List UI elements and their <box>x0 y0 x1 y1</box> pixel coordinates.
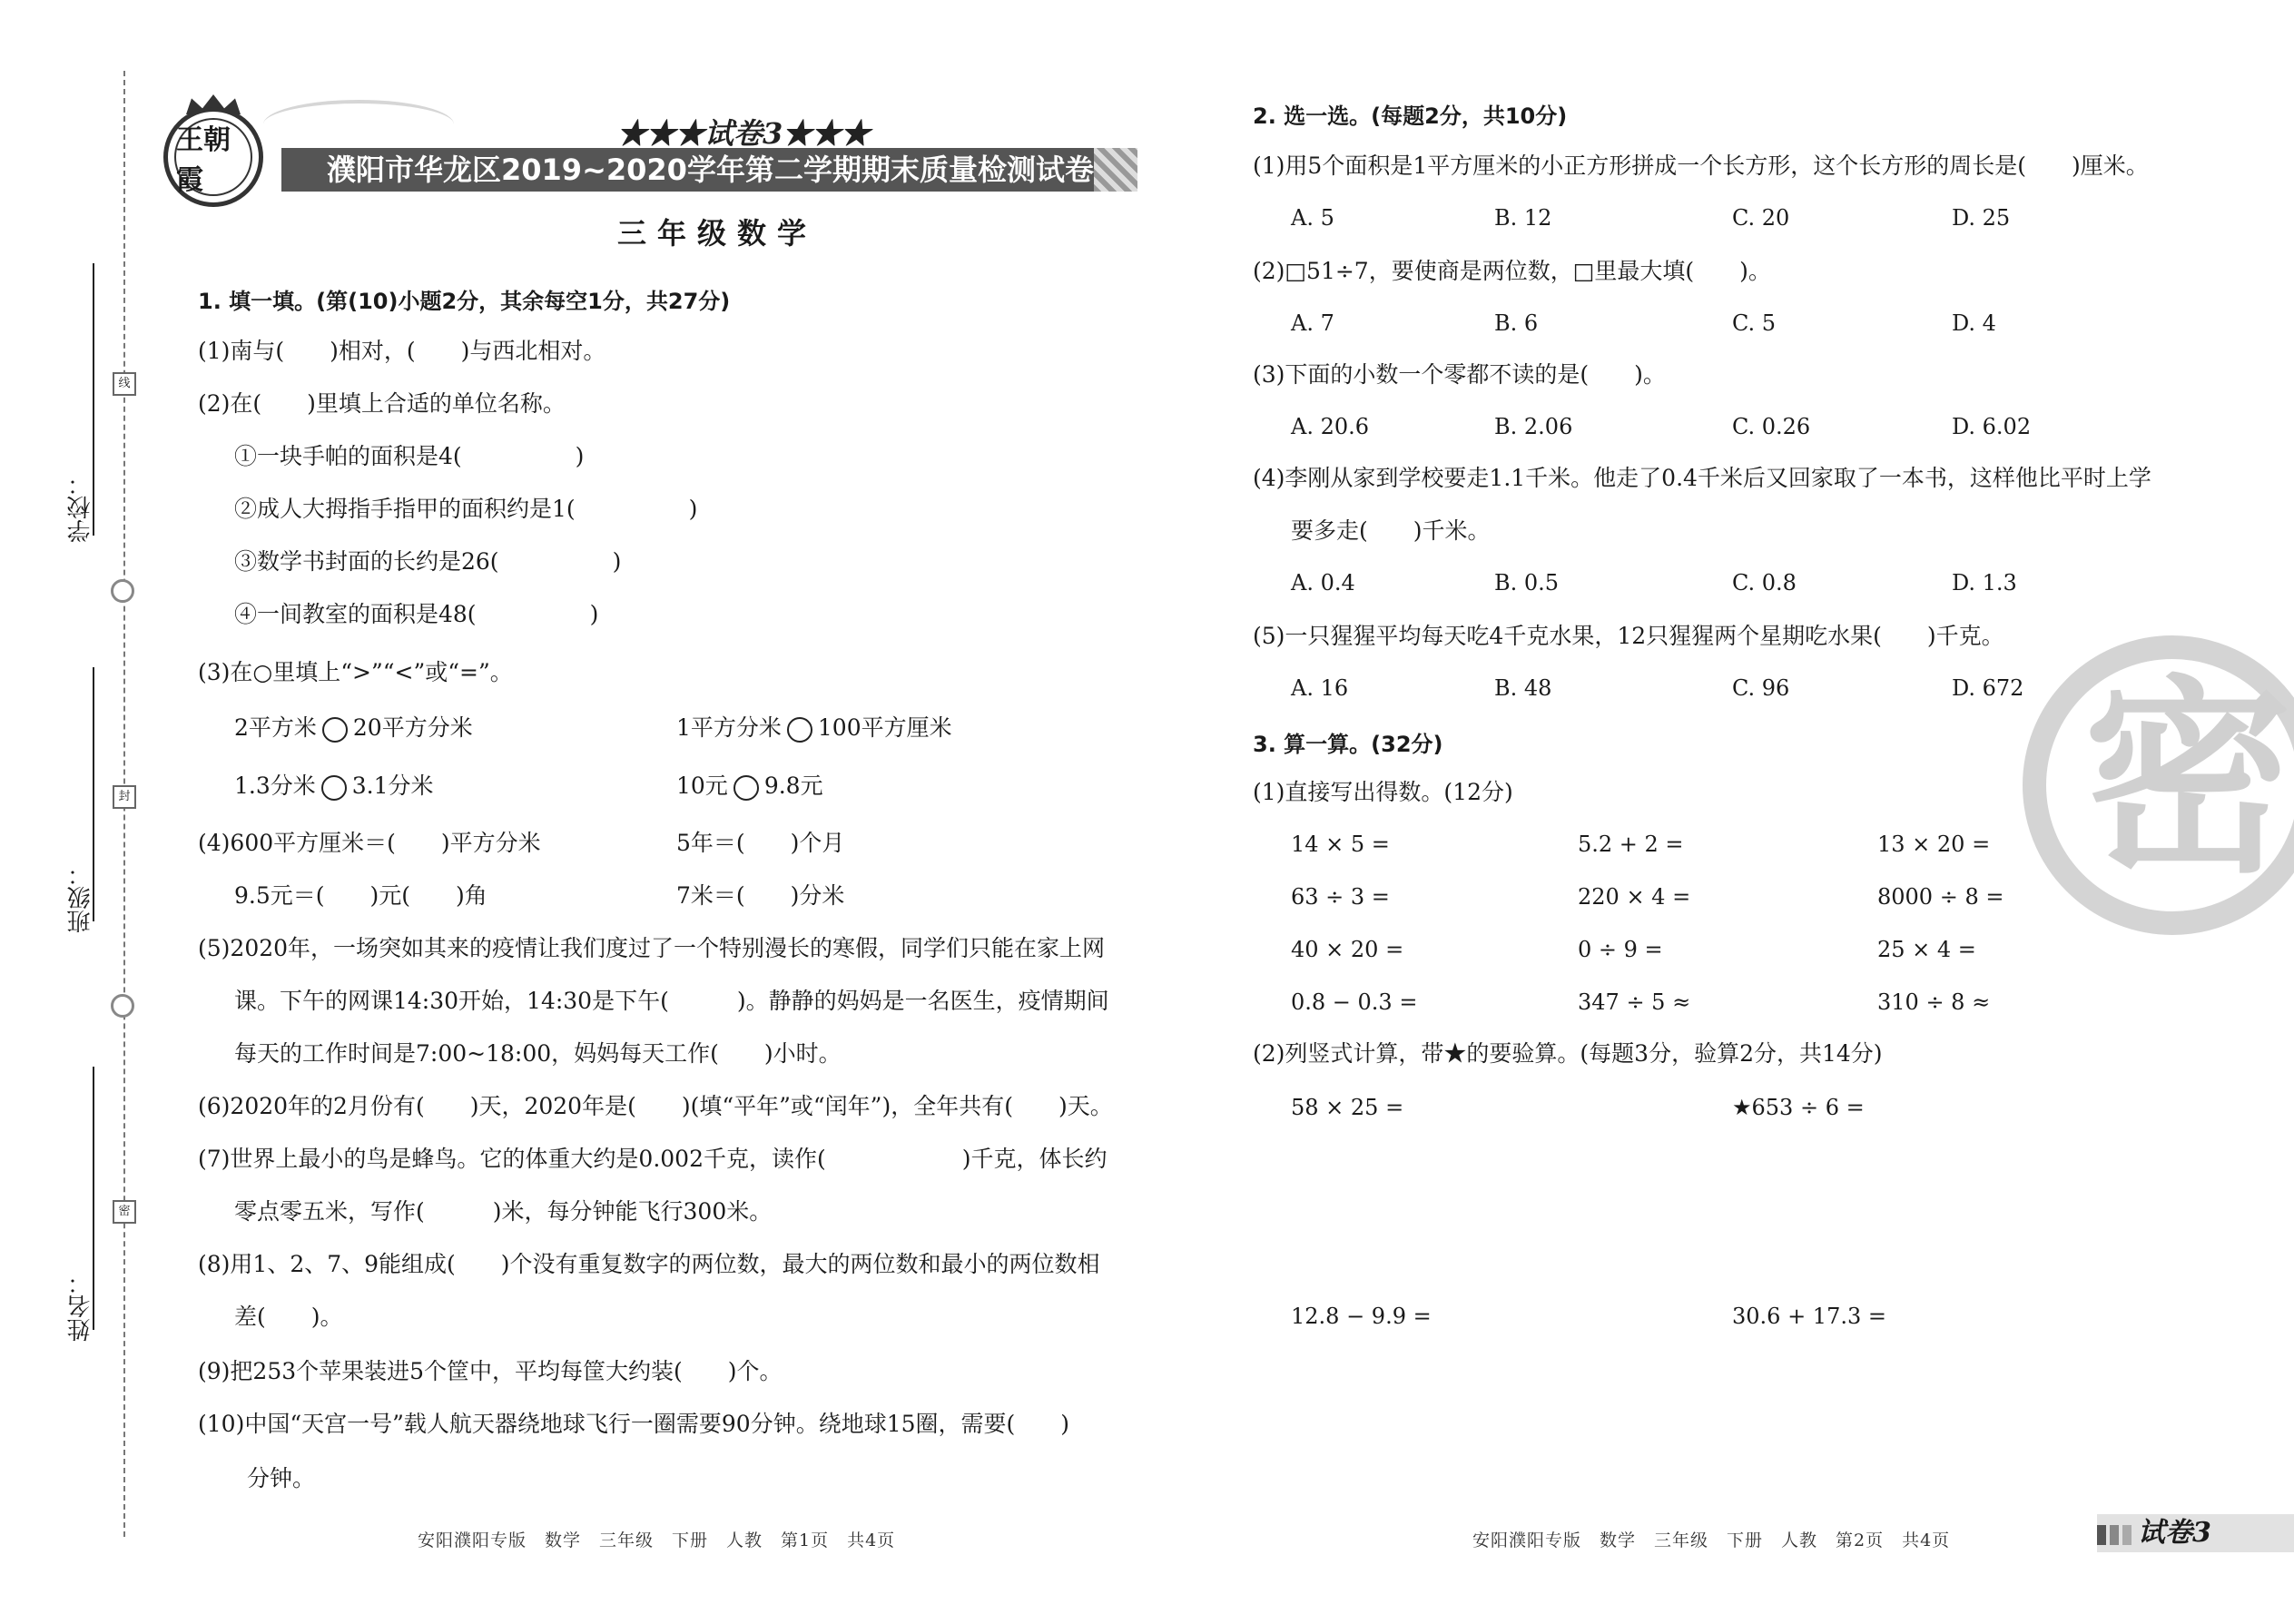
subject-title: 三年级数学 <box>617 216 818 251</box>
oral-calc: 13 × 20 = <box>1877 832 1991 857</box>
oral-calc: 310 ÷ 8 ≈ <box>1877 989 1991 1015</box>
s1-q5-line3: 每天的工作时间是7:00~18:00，妈妈每天工作( )小时。 <box>234 1040 842 1067</box>
s1-q3c <box>234 771 434 802</box>
s2-q4-opt-a[interactable]: A. 0.4 <box>1291 570 1355 595</box>
name-write-line <box>93 1067 94 1330</box>
binding-mark-secret: 密 <box>113 1200 136 1224</box>
s1-q2: (2)在( )里填上合适的单位名称。 <box>198 390 566 417</box>
oral-calc: 8000 ÷ 8 = <box>1877 884 2004 910</box>
s1-q4b: 5年＝( )个月 <box>676 830 845 856</box>
compare-right: 100平方厘米 <box>817 714 952 741</box>
s1-q4c: 9.5元＝( )元( )角 <box>234 882 487 909</box>
oral-calc: 0 ÷ 9 = <box>1578 937 1663 962</box>
seal-char: 密 <box>2082 659 2292 901</box>
s2-q3: (3)下面的小数一个零都不读的是( )。 <box>1253 361 1666 388</box>
compare-circle[interactable] <box>321 775 347 801</box>
s2-q1-opt-b[interactable]: B. 12 <box>1494 205 1552 231</box>
compare-right: 9.8元 <box>763 773 823 799</box>
compare-left: 2平方米 <box>234 714 317 741</box>
s2-q4-opt-d[interactable]: D. 1.3 <box>1952 570 2017 595</box>
binding-mark-line: 线 <box>113 372 136 396</box>
s3-part1-heading: (1)直接写出得数。(12分) <box>1253 779 1513 805</box>
s1-q4a: (4)600平方厘米＝( )平方分米 <box>198 830 541 856</box>
class-label: 班级： <box>67 862 94 933</box>
s2-q1-opt-c[interactable]: C. 20 <box>1732 205 1790 231</box>
s1-q5-line1: (5)2020年，一场突如其来的疫情让我们度过了一个特别漫长的寒假，同学们只能在家上网 <box>198 935 1106 961</box>
s2-q3-opt-b[interactable]: B. 2.06 <box>1494 414 1573 439</box>
s2-q5: (5)一只猩猩平均每天吃4千克水果，12只猩猩两个星期吃水果( )千克。 <box>1253 623 2004 649</box>
oral-calc: 347 ÷ 5 ≈ <box>1578 989 1691 1015</box>
s2-q2-opt-b[interactable]: B. 6 <box>1494 310 1539 336</box>
s2-q1-opt-d[interactable]: D. 25 <box>1952 205 2011 231</box>
compare-left: 1平方分米 <box>676 714 782 741</box>
oral-calc: 25 × 4 = <box>1877 937 1976 962</box>
school-label: 学校： <box>67 472 94 543</box>
s1-q2b: ②成人大拇指手指甲的面积约是1( ) <box>234 496 698 522</box>
s2-q4-opt-c[interactable]: C. 0.8 <box>1732 570 1797 595</box>
s1-q8-line1: (8)用1、2、7、9能组成( )个没有重复数字的两位数，最大的两位数和最小的两位数相 <box>198 1251 1100 1277</box>
compare-circle[interactable] <box>733 775 759 801</box>
s1-q7-line1: (7)世界上最小的鸟是蜂鸟。它的体重大约是0.002千克，读作( )千克，体长约 <box>198 1146 1108 1172</box>
paper-tag: ★★★试卷3★★★ <box>617 116 871 151</box>
vertical-calc: 12.8 − 9.9 = <box>1291 1304 1432 1329</box>
class-write-line <box>93 667 94 921</box>
s2-q3-opt-a[interactable]: A. 20.6 <box>1291 414 1370 439</box>
s1-q2a: ①一块手帕的面积是4( ) <box>234 443 585 469</box>
compare-right: 20平方分米 <box>352 714 473 741</box>
s2-q5-opt-c[interactable]: C. 96 <box>1732 675 1790 701</box>
exam-title: 濮阳市华龙区2019~2020学年第二学期期末质量检测试卷 <box>327 153 1094 187</box>
s1-q9: (9)把253个苹果装进5个筐中，平均每筐大约装( )个。 <box>198 1358 783 1384</box>
s1-q10-line1: (10)中国“天宫一号”载人航天器绕地球飞行一圈需要90分钟。绕地球15圈，需要( ) <box>198 1411 1070 1437</box>
binding-rosette-icon <box>111 994 134 1018</box>
section3-heading: 3. 算一算。(32分) <box>1253 732 1443 757</box>
s1-q3: (3)在○里填上“>”“<”或“=”。 <box>198 659 513 685</box>
s2-q4-line2: 要多走( )千米。 <box>1291 517 1491 544</box>
compare-circle[interactable] <box>322 717 348 743</box>
s2-q5-opt-b[interactable]: B. 48 <box>1494 675 1552 701</box>
s1-q7-line2: 零点零五米，写作( )米，每分钟能飞行300米。 <box>234 1198 773 1225</box>
s2-q2-opt-d[interactable]: D. 4 <box>1952 310 1996 336</box>
s2-q1: (1)用5个面积是1平方厘米的小正方形拼成一个长方形，这个长方形的周长是( )厘米。 <box>1253 153 2149 179</box>
binding-rosette-icon <box>111 579 134 603</box>
s2-q5-opt-a[interactable]: A. 16 <box>1291 675 1349 701</box>
footer-left: 安阳濮阳专版 数学 三年级 下册 人教 第1页 共4页 <box>418 1530 896 1550</box>
compare-left: 10元 <box>676 773 728 799</box>
oral-calc: 0.8 − 0.3 = <box>1291 989 1418 1015</box>
footer-right: 安阳濮阳专版 数学 三年级 下册 人教 第2页 共4页 <box>1472 1530 1951 1550</box>
school-write-line <box>93 263 94 536</box>
compare-circle[interactable] <box>787 717 812 743</box>
section2-heading: 2. 选一选。(每题2分，共10分) <box>1253 103 1568 129</box>
s1-q3d <box>676 771 823 802</box>
compare-left: 1.3分米 <box>234 773 316 799</box>
s3-part2-heading: (2)列竖式计算，带★的要验算。(每题3分，验算2分，共14分) <box>1253 1040 1883 1067</box>
brand-logo-text: 王朝霞 <box>174 118 252 196</box>
s1-q1: (1)南与( )相对，( )与西北相对。 <box>198 338 606 364</box>
oral-calc: 40 × 20 = <box>1291 937 1404 962</box>
s2-q4-opt-b[interactable]: B. 0.5 <box>1494 570 1560 595</box>
s1-q3b <box>676 713 952 743</box>
vertical-calc: 30.6 + 17.3 = <box>1732 1304 1886 1329</box>
title-band-pattern <box>1094 148 1137 192</box>
section1-heading: 1. 填一填。(第(10)小题2分，其余每空1分，共27分) <box>198 289 731 314</box>
s1-q8-line2: 差( )。 <box>234 1304 343 1330</box>
s2-q3-opt-d[interactable]: D. 6.02 <box>1952 414 2032 439</box>
oral-calc: 5.2 + 2 = <box>1578 832 1684 857</box>
oral-calc: 63 ÷ 3 = <box>1291 884 1390 910</box>
s1-q5-line2: 课。下午的网课14:30开始，14:30是下午( )。静静的妈妈是一名医生，疫情期间 <box>234 988 1109 1014</box>
s1-q10-line2: 分钟。 <box>247 1465 316 1491</box>
s2-q3-opt-c[interactable]: C. 0.26 <box>1732 414 1811 439</box>
s1-q6: (6)2020年的2月份有( )天，2020年是( )(填“平年”或“闰年”)，全年共有( )天。 <box>198 1093 1113 1119</box>
vertical-calc: 58 × 25 = <box>1291 1095 1404 1120</box>
s2-q1-opt-a[interactable]: A. 5 <box>1291 205 1334 231</box>
bottom-tag-blocks <box>2097 1525 2132 1545</box>
bottom-tag-label: 试卷3 <box>2138 1517 2211 1549</box>
name-label: 姓名： <box>67 1271 94 1342</box>
s2-q4-line1: (4)李刚从家到学校要走1.1千米。他走了0.4千米后又回家取了一本书，这样他比平时上学 <box>1253 465 2151 491</box>
s1-q3a <box>234 713 473 743</box>
brand-logo <box>163 107 263 207</box>
s1-q2c: ③数学书封面的长约是26( ) <box>234 548 622 575</box>
s2-q5-opt-d[interactable]: D. 672 <box>1952 675 2024 701</box>
oral-calc: 14 × 5 = <box>1291 832 1390 857</box>
s2-q2-opt-c[interactable]: C. 5 <box>1732 310 1777 336</box>
s2-q2-opt-a[interactable]: A. 7 <box>1291 310 1334 336</box>
binding-mark-seal: 封 <box>113 785 136 809</box>
compare-right: 3.1分米 <box>351 773 434 799</box>
vertical-calc-starred: ★653 ÷ 6 = <box>1732 1095 1865 1120</box>
oral-calc: 220 × 4 = <box>1578 884 1691 910</box>
s1-q4d: 7米＝( )分米 <box>676 882 845 909</box>
s1-q2d: ④一间教室的面积是48( ) <box>234 601 599 627</box>
ribbon-decoration <box>263 100 454 149</box>
s2-q2: (2)□51÷7，要使商是两位数，□里最大填( )。 <box>1253 258 1771 284</box>
